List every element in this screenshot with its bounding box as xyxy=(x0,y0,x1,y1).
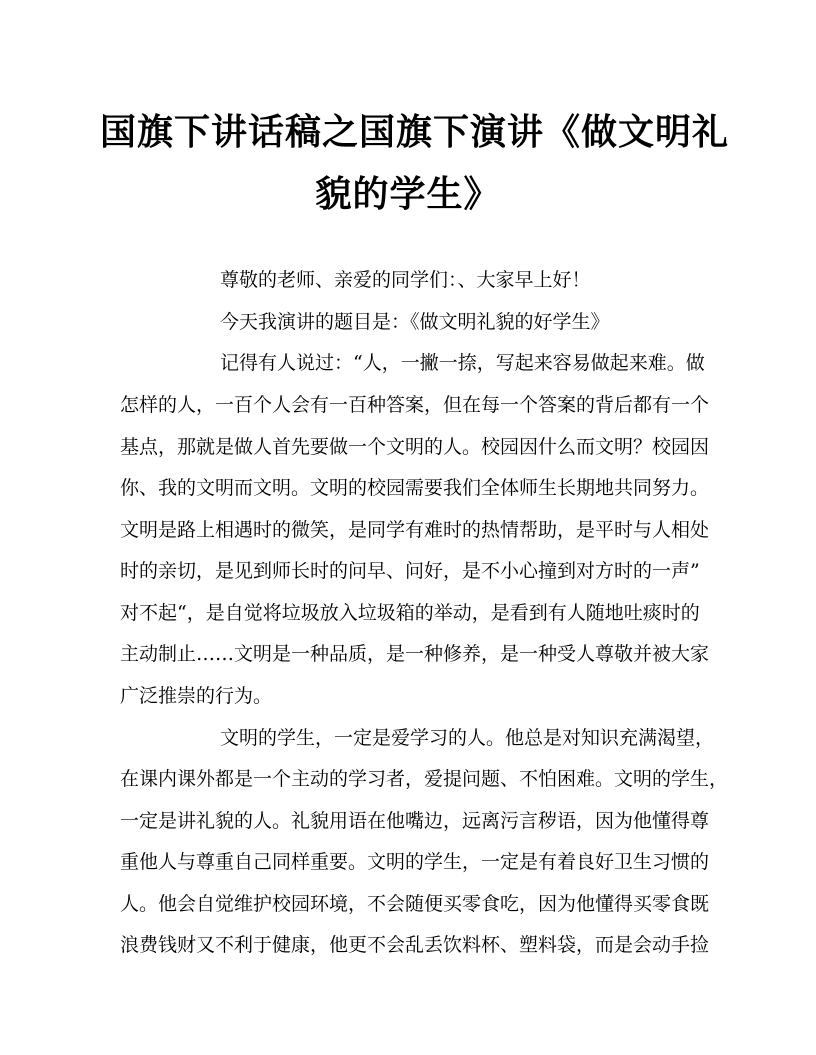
paragraph-1-line: 时的亲切，是见到师长时的问早、问好，是不小心撞到对方时的一声” xyxy=(120,560,700,582)
paragraph-1-line: 基点，那就是做人首先要做一个文明的人。校园因什么而文明？校园因 xyxy=(120,436,710,458)
paragraph-2-line: 人。他会自觉维护校园环境，不会随便买零食吃，因为他懂得买零食既 xyxy=(120,893,710,915)
paragraph-1-line: 对不起“，是自觉将垃圾放入垃圾箱的举动，是看到有人随地吐痰时的 xyxy=(120,602,700,624)
paragraph-1-line: 主动制止……文明是一种品质，是一种修养，是一种受人尊敬并被大家 xyxy=(120,643,710,665)
paragraph-2-line: 文明的学生，一定是爱学习的人。他总是对知识充满渴望， xyxy=(220,727,715,749)
document-title-line-1: 国旗下讲话稿之国旗下演讲《做文明礼 xyxy=(100,111,730,153)
document-title-line-2: 貌的学生》 xyxy=(315,173,501,215)
paragraph-2-line: 在课内课外都是一个主动的学习者，爱提问题、不怕困难。文明的学生， xyxy=(120,768,729,790)
paragraph-1-line: 怎样的人，一百个人会有一百种答案，但在每一个答案的背后都有一个 xyxy=(120,394,710,416)
paragraph-2-line: 浪费钱财又不利于健康，他更不会乱丢饮料杯、塑料袋，而是会动手捡 xyxy=(120,934,710,956)
greeting-line: 尊敬的老师、亲爱的同学们：、大家早上好！ xyxy=(220,269,591,291)
topic-line: 今天我演讲的题目是：《做文明礼貌的好学生》 xyxy=(220,311,610,333)
paragraph-1-line: 记得有人说过：“人，一撇一捺，写起来容易做起来难。做 xyxy=(220,352,705,374)
paragraph-1-line: 文明是路上相遇时的微笑，是同学有难时的热情帮助，是平时与人相处 xyxy=(120,519,710,541)
paragraph-2-line: 重他人与尊重自己同样重要。文明的学生，一定是有着良好卫生习惯的 xyxy=(120,851,710,873)
paragraph-1-line: 你、我的文明而文明。文明的校园需要我们全体师生长期地共同努力。 xyxy=(120,477,710,499)
paragraph-2-line: 一定是讲礼貌的人。礼貌用语在他嘴边，远离污言秽语，因为他懂得尊 xyxy=(120,810,710,832)
paragraph-1-line: 广泛推崇的行为。 xyxy=(120,685,273,707)
